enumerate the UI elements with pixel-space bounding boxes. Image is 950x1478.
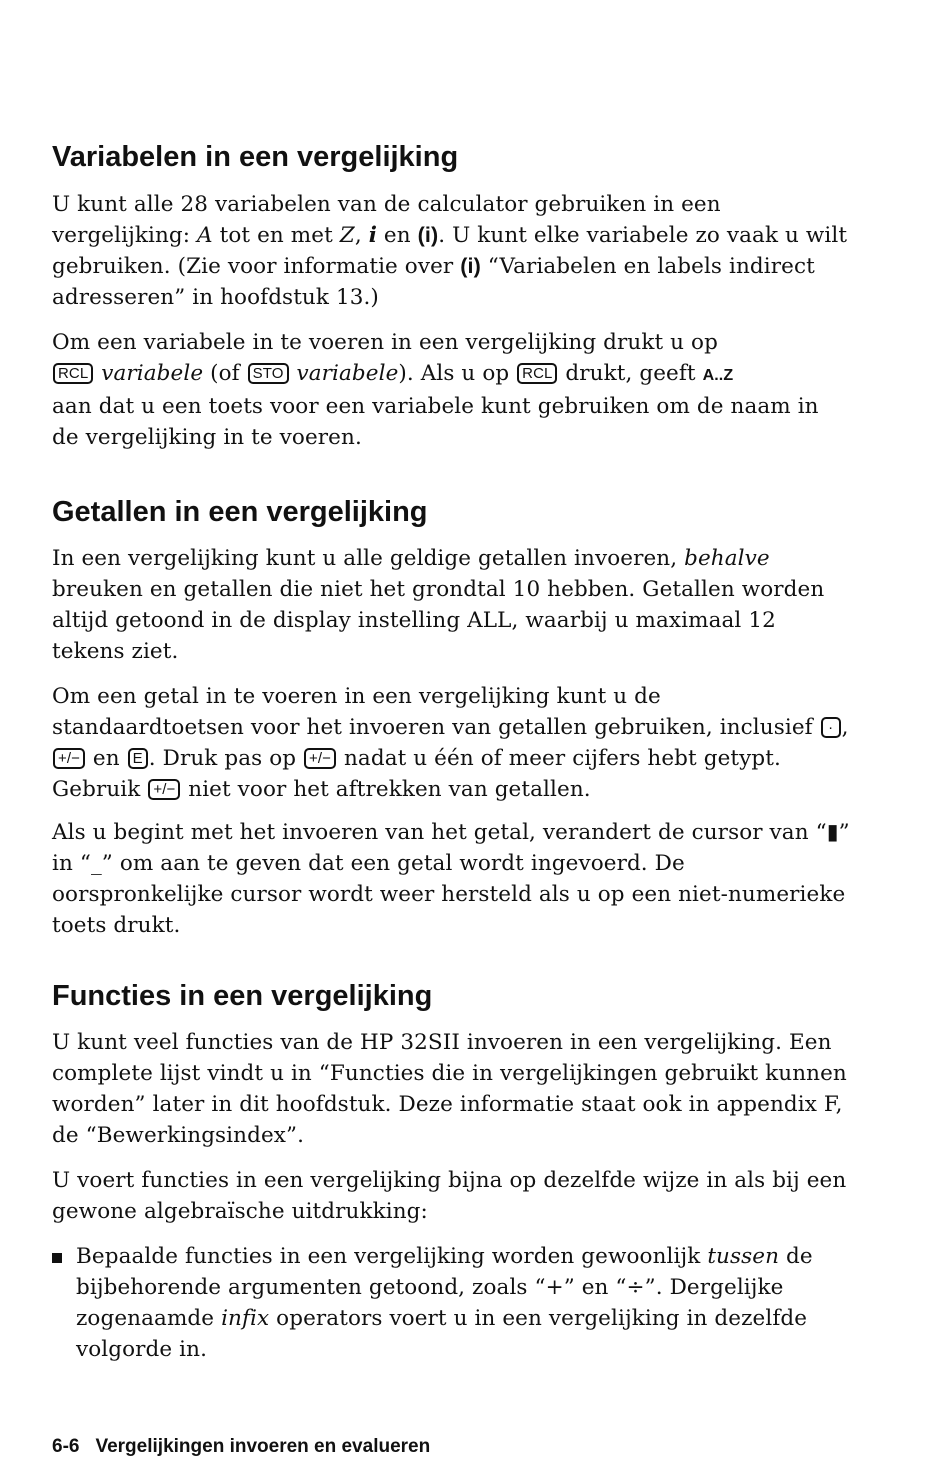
- rcl-key: RCL: [53, 363, 93, 384]
- section-heading: Variabelen in een vergelijking: [52, 141, 459, 173]
- paragraph: Om een variabele in te voeren in een vergelijking drukt u op RCL variabele (of STO variabele). Als u op RCL drukt, geeft A..Z aan dat u een toets voor een variabele kunt gebruiken om de naam in de vergelijking in te voeren.: [52, 330, 819, 450]
- softkey-a-z: A..Z: [702, 367, 734, 384]
- page-footer: [52, 1436, 430, 1458]
- bullet-list: [52, 1241, 852, 1365]
- paragraph: In een vergelijking kunt u alle geldige getallen invoeren, behalve breuken en getallen die niet het grondtal 10 hebben. Getallen worden altijd getoond in de display instelling ALL, waarbij u maximaal 12 tekens ziet.: [52, 546, 825, 664]
- paragraph: Om een getal in te voeren in een vergelijking kunt u de standaardtoetsen voor het invoeren van getallen gebruiken, inclusief · , +/− en E . Druk pas op +/− nadat u één of meer cijfers hebt getypt. Gebruik +/− niet voor het aftrekken van getallen.: [52, 684, 849, 802]
- section-heading: Functies in een vergelijking: [52, 980, 433, 1012]
- chapter-title: Vergelijkingen invoeren en evalueren: [95, 1436, 431, 1457]
- section-functies: [52, 979, 852, 1013]
- section-getallen: [52, 495, 852, 529]
- paragraph: U kunt alle 28 variabelen van de calculator gebruiken in een vergelijking: A tot en met Z, i en (i). U kunt elke variabele zo vaak u wilt gebruiken. (Zie voor informatie over (i) “Variabelen en labels indirect adresseren” in hoofdstuk 13.): [52, 192, 848, 310]
- sto-key: STO: [248, 363, 289, 384]
- paragraph: Als u begint met het invoeren van het getal, verandert de cursor van “▮” in “_” om aan te geven dat een getal wordt ingevoerd. De oorspronkelijke cursor wordt weer hersteld als u op een niet-numerieke toets drukt.: [52, 820, 850, 938]
- change-sign-key: +/−: [148, 779, 180, 800]
- bullet-square-icon: [52, 1253, 62, 1263]
- exponent-key: E: [128, 748, 148, 769]
- decimal-point-key: ·: [821, 717, 841, 738]
- rcl-key: RCL: [517, 363, 557, 384]
- cursor-glyph: ▮: [826, 820, 839, 845]
- paragraph: U kunt veel functies van de HP 32SII invoeren in een vergelijking. Een complete lijst vindt u in “Functies die in vergelijkingen gebruikt kunnen worden” later in dit hoofdstuk. Deze informatie staat ook in appendix F, de “Bewerkingsindex”.: [52, 1030, 847, 1148]
- change-sign-key: +/−: [304, 748, 336, 769]
- list-item: Bepaalde functies in een vergelijking worden gewoonlijk tussen de bijbehorende argumenten getoond, zoals “+” en “÷”. Dergelijke zogenaamde infix operators voert u in een vergelijking in dezelfde volgorde in.: [52, 1241, 852, 1365]
- page-number: 6-6: [52, 1436, 80, 1457]
- section-variabelen: [52, 140, 852, 174]
- paragraph: U voert functies in een vergelijking bijna op dezelfde wijze in als bij een gewone algebraïsche uitdrukking:: [52, 1168, 847, 1224]
- indirect-variable-symbol: (i): [417, 223, 439, 247]
- change-sign-key: +/−: [53, 748, 85, 769]
- indirect-variable-symbol: (i): [460, 254, 481, 278]
- section-heading: Getallen in een vergelijking: [52, 496, 428, 528]
